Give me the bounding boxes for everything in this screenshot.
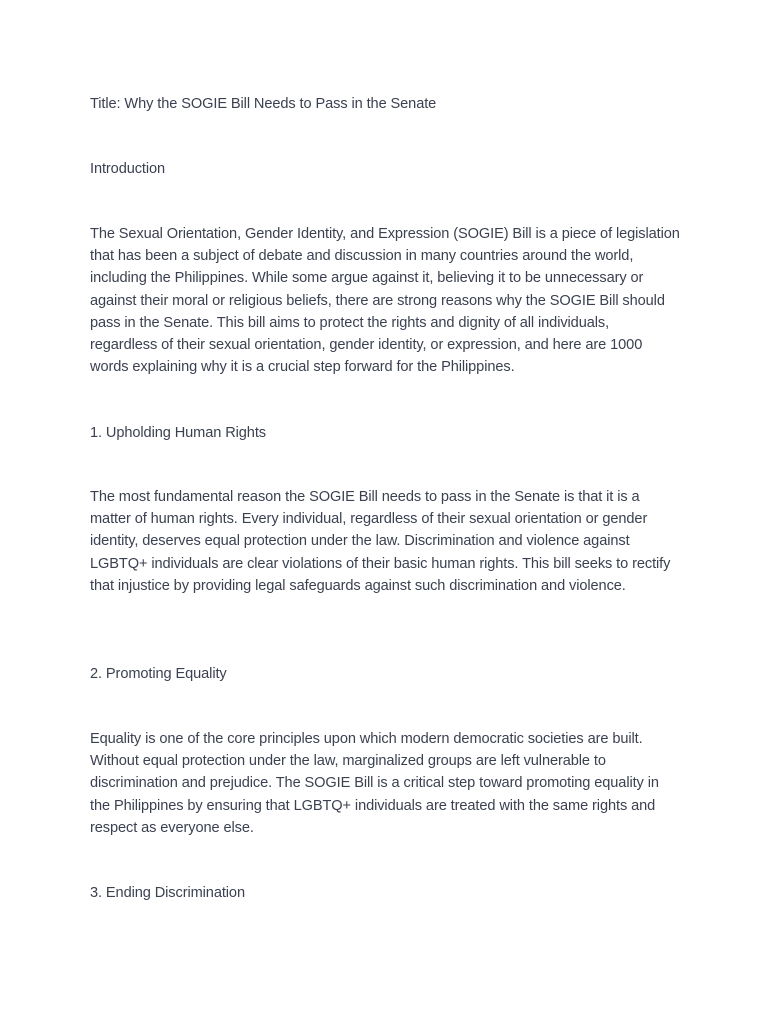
introduction-paragraph: The Sexual Orientation, Gender Identity, and Expression (SOGIE) Bill is a piece of legislation that has been a subject of debate and discussion in many countries around the world, including the Philippines. While some argue against it, believing it to be unnecessary or against their moral or religious beliefs, there are strong reasons why the SOGIE Bill should pass in the Senate. This bill aims to protect the rights and dignity of all individuals, regardless of their sexual orientation, gender identity, or expression, and here are 1000 words explaining why it is a crucial step forward for the Philippines.: [90, 226, 680, 376]
document-title: Title: Why the SOGIE Bill Needs to Pass in the Senate: [90, 96, 437, 112]
section-heading-equality: 2. Promoting Equality: [90, 666, 227, 682]
section-paragraph-human-rights: The most fundamental reason the SOGIE Bill needs to pass in the Senate is that it is a matter of human rights. Every individual, regardless of their sexual orientation or gender identity, deserves equal protection under the law. Discrimination and violence against LGBTQ+ individuals are clear violations of their basic human rights. This bill seeks to rectify that injustice by providing legal safeguards against such discrimination and violence.: [90, 489, 671, 594]
section-heading-discrimination: 3. Ending Discrimination: [90, 885, 245, 901]
section-paragraph-equality: Equality is one of the core principles upon which modern democratic societies are built. Without equal protection under the law, marginalized groups are left vulnerable to discrimination and prejudice. The SOGIE Bill is a critical step toward promoting equality in the Philippines by ensuring that LGBTQ+ individuals are treated with the same rights and respect as everyone else.: [90, 731, 659, 836]
introduction-heading: Introduction: [90, 161, 166, 177]
section-heading-human-rights: 1. Upholding Human Rights: [90, 425, 266, 441]
